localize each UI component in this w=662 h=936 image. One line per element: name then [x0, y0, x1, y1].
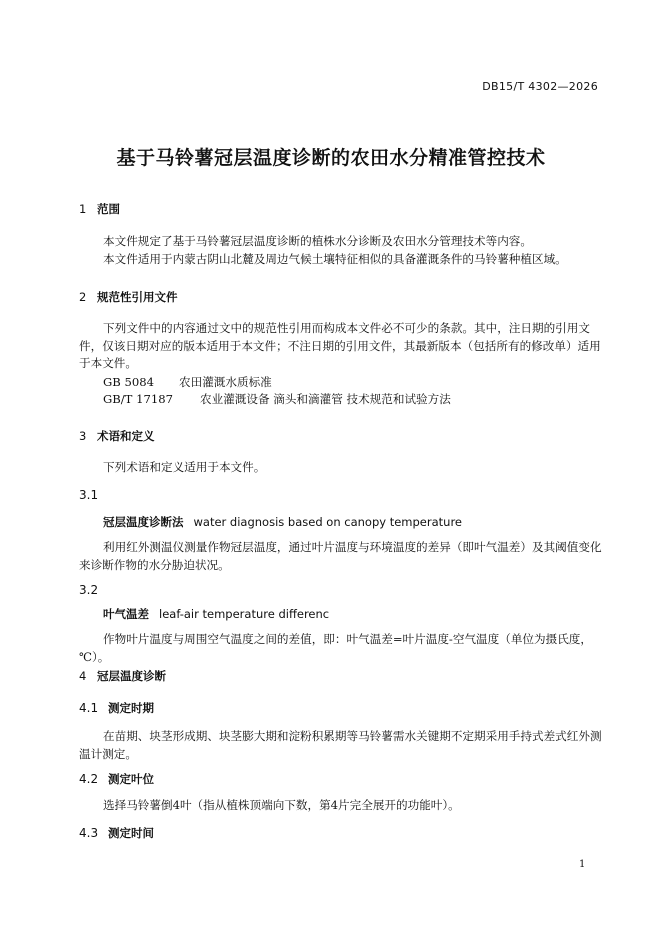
section-title: 范围: [97, 202, 120, 216]
reference-title: 农业灌溉设备 滴头和滴灌管 技术规范和试验方法: [200, 392, 451, 406]
section-4-heading: [79, 668, 166, 684]
term-3-1-number: 3.1: [79, 488, 99, 502]
reference-item: [103, 391, 451, 407]
subsection-title: 测定叶位: [108, 772, 154, 786]
section-number: 4: [79, 669, 87, 683]
subsection-title: 测定时间: [108, 826, 154, 840]
page-number: 1: [579, 859, 586, 870]
subsection-4-2-heading: [79, 771, 154, 787]
section-number: 1: [79, 202, 87, 216]
reference-code: GB 5084: [103, 375, 154, 389]
section-3-heading: [79, 428, 155, 444]
reference-code: GB/T 17187: [103, 392, 173, 406]
subsection-number: 4.3: [79, 826, 99, 840]
subsection-number: 4.1: [79, 701, 99, 715]
term-3-1-definition: 利用红外测温仪测量作物冠层温度，通过叶片温度与环境温度的差异（即叶气温差）及其阈值变化来诊断作物的水分胁迫状况。: [79, 540, 602, 572]
section-title: 术语和定义: [97, 429, 155, 443]
section-title: 规范性引用文件: [97, 290, 178, 304]
section-title: 冠层温度诊断: [97, 669, 166, 683]
term-english: leaf-air temperature differenc: [159, 607, 330, 621]
document-title: 基于马铃薯冠层温度诊断的农田水分精准管控技术: [116, 147, 546, 169]
term-english: water diagnosis based on canopy temperature: [193, 515, 463, 529]
subsection-4-3-heading: [79, 825, 154, 841]
subsection-title: 测定时期: [108, 701, 154, 715]
section-1-heading: [79, 201, 120, 217]
section-2-heading: [79, 289, 178, 305]
subsection-4-1-heading: [79, 700, 154, 716]
term-3-2-number: 3.2: [79, 583, 99, 597]
term-3-1: [103, 514, 462, 530]
subsection-4-1-text: 在苗期、块茎形成期、块茎膨大期和淀粉积累期等马铃薯需水关键期不定期采用手持式差式红外测温计测定。: [79, 729, 602, 761]
reference-item: [103, 374, 272, 390]
section-1-paragraph-2: 本文件适用于内蒙古阴山北麓及周边气候土壤特征相似的具备灌溉条件的马铃薯种植区域。: [103, 252, 567, 266]
section-number: 3: [79, 429, 87, 443]
term-3-2: [103, 606, 329, 622]
section-3-intro: 下列术语和定义适用于本文件。: [103, 460, 266, 474]
subsection-4-2-text: 选择马铃薯倒4叶（指从植株顶端向下数，第4片完全展开的功能叶）。: [103, 798, 460, 812]
standard-number: DB15/T 4302—2026: [482, 80, 598, 93]
section-2-intro: 下列文件中的内容通过文中的规范性引用而构成本文件必不可少的条款。其中，注日期的引用文件，仅该日期对应的版本适用于本文件；不注日期的引用文件，其最新版本（包括所有的修改单）适用于本文件。: [79, 321, 601, 370]
term-3-2-definition: 作物叶片温度与周围空气温度之间的差值，即：叶气温差=叶片温度-空气温度（单位为摄氏度，℃）。: [79, 632, 592, 664]
section-number: 2: [79, 290, 87, 304]
term-chinese: 冠层温度诊断法: [103, 515, 184, 529]
section-1-paragraph-1: 本文件规定了基于马铃薯冠层温度诊断的植株水分诊断及农田水分管理技术等内容。: [103, 234, 532, 248]
reference-title: 农田灌溉水质标准: [179, 375, 272, 389]
term-chinese: 叶气温差: [103, 607, 149, 621]
subsection-number: 4.2: [79, 772, 99, 786]
